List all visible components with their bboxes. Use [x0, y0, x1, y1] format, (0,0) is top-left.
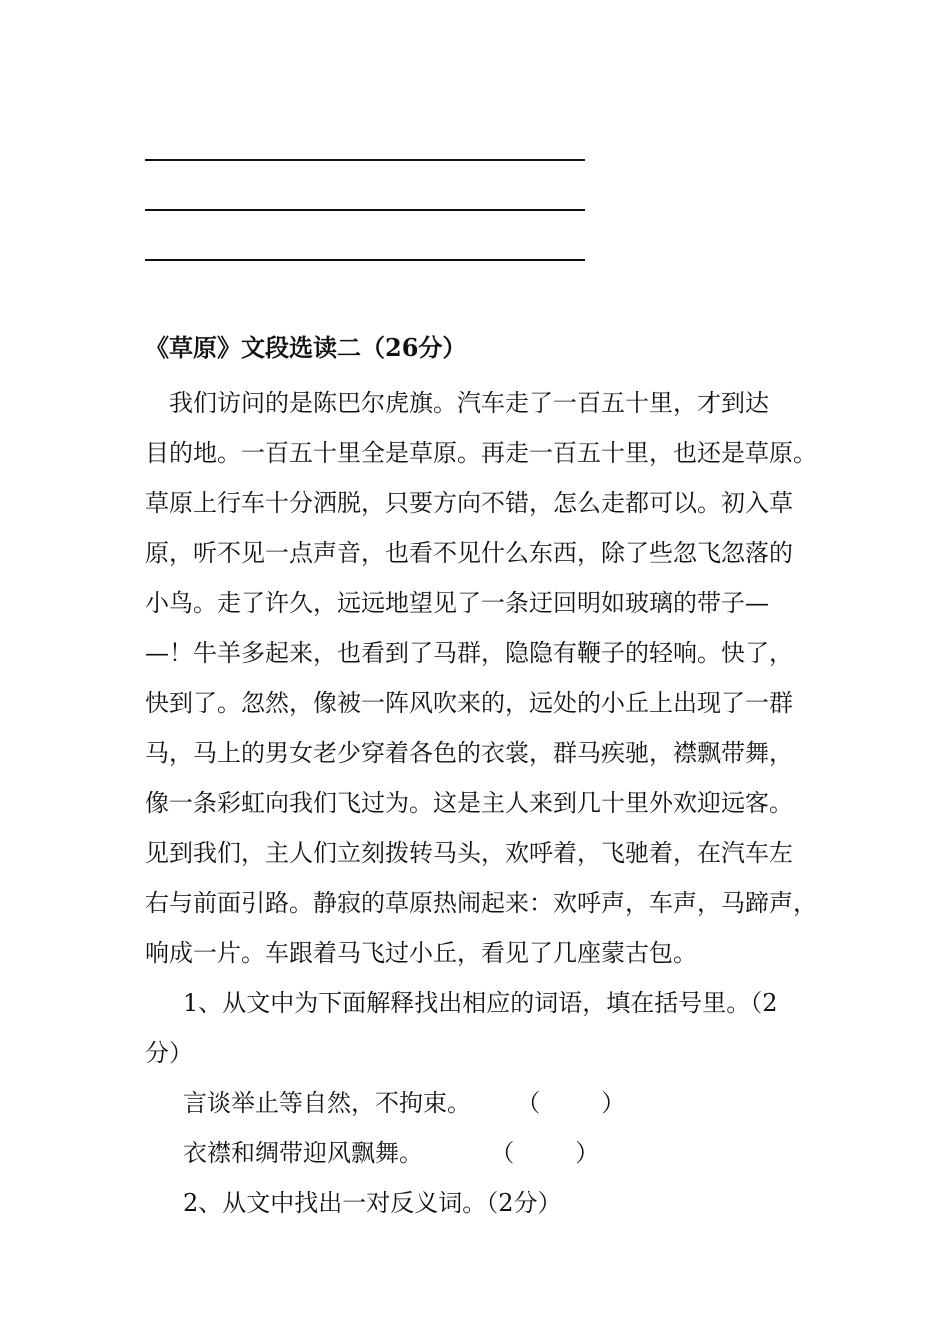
passage-line: 马，马上的男女老少穿着各色的衣裳，群马疾驰，襟飘带舞， [145, 739, 793, 767]
question-1-line-1: 1、从文中为下面解释找出相应的词语，填在括号里。（2 [183, 989, 778, 1017]
passage-line: —！牛羊多起来，也看到了马群，隐隐有鞭子的轻响。快了， [145, 639, 793, 667]
item-definition: 言谈举止等自然，不拘束。 [183, 1089, 471, 1117]
question-2: 2、从文中找出一对反义词。（2分） [183, 1189, 562, 1217]
passage-line: 原，听不见一点声音，也看不见什么东西，除了些忽飞忽落的 [145, 539, 793, 567]
item-definition: 衣襟和绸带迎风飘舞。 [183, 1139, 423, 1167]
question-1-line-2: 分） [145, 1039, 193, 1067]
passage-line: 草原上行车十分洒脱，只要方向不错，怎么走都可以。初入草 [145, 489, 793, 517]
passage-line: 响成一片。车跟着马飞过小丘，看见了几座蒙古包。 [145, 939, 697, 967]
answer-blank[interactable]: （ ） [516, 1089, 626, 1117]
passage-line: 小鸟。走了许久，远远地望见了一条迂回明如玻璃的带子— [145, 589, 769, 617]
passage-line: 见到我们，主人们立刻拨转马头，欢呼着，飞驰着，在汽车左 [145, 839, 793, 867]
passage-line: 目的地。一百五十里全是草原。再走一百五十里，也还是草原。 [145, 439, 817, 467]
reading-passage [145, 378, 825, 1228]
answer-line-3 [145, 259, 585, 261]
question-1-item-1 [145, 1078, 825, 1128]
passage-line: 快到了。忽然，像被一阵风吹来的，远处的小丘上出现了一群 [145, 689, 793, 717]
answer-blank[interactable]: （ ） [490, 1139, 600, 1167]
question-1-item-2 [145, 1128, 825, 1178]
passage-line: 右与前面引路。静寂的草原热闹起来：欢呼声，车声，马蹄声， [145, 889, 817, 917]
passage-line: 像一条彩虹向我们飞过为。这是主人来到几十里外欢迎远客。 [145, 789, 793, 817]
answer-line-2 [145, 209, 585, 211]
passage-line: 我们访问的是陈巴尔虎旗。汽车走了一百五十里，才到达 [169, 389, 769, 417]
answer-line-1 [145, 159, 585, 161]
section-title: 《草原》文段选读二（26分） [145, 333, 467, 362]
